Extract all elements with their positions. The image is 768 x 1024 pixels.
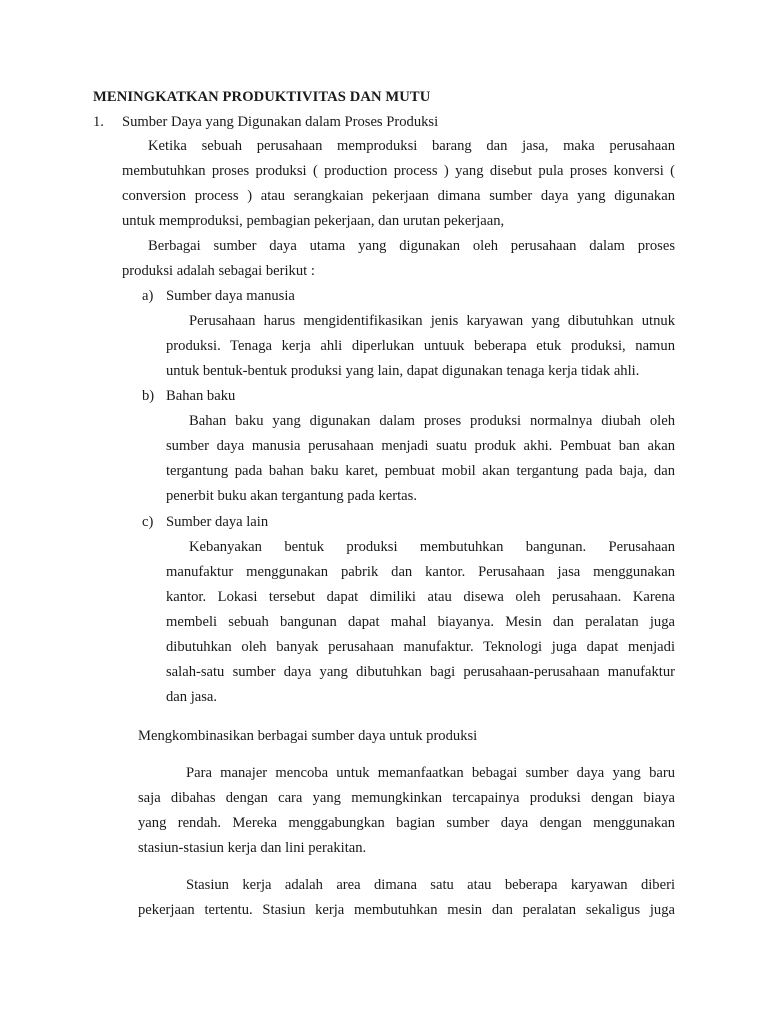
paragraph-line: yang rendah. Mereka menggabungkan bagian sumber daya dengan menggunakan <box>138 815 675 831</box>
paragraph-line: pekerjaan tertentu. Stasiun kerja membutuhkan mesin dan peralatan sekaligus juga <box>138 902 675 918</box>
paragraph-line: untuk memproduksi, pembagian pekerjaan, dan urutan pekerjaan, <box>122 213 505 229</box>
paragraph-line: sumber daya manusia perusahaan menjadi suatu produk akhi. Pembuat ban akan <box>166 438 675 454</box>
paragraph-line: stasiun-stasiun kerja dan lini perakitan. <box>138 840 367 856</box>
list-item-marker: a) <box>142 288 154 304</box>
paragraph-line: tergantung pada bahan baku karet, pembuat mobil akan tergantung pada baja, dan <box>166 463 675 479</box>
paragraph-line: Stasiun kerja adalah area dimana satu atau beberapa karyawan diberi <box>186 877 675 893</box>
paragraph-line: Berbagai sumber daya utama yang digunakan oleh perusahaan dalam proses <box>148 238 675 254</box>
paragraph-line: dibutuhkan oleh banyak perusahaan manufaktur. Teknologi juga dapat menjadi <box>166 639 675 655</box>
document-title: MENINGKATKAN PRODUKTIVITAS DAN MUTU <box>93 89 431 105</box>
list-item-label: Sumber daya manusia <box>166 288 295 304</box>
section-number: 1. <box>93 114 104 130</box>
list-item-label: Bahan baku <box>166 388 236 404</box>
paragraph-line: manufaktur menggunakan pabrik dan kantor. Perusahaan jasa menggunakan <box>166 564 675 580</box>
list-item-marker: b) <box>142 388 155 404</box>
paragraph-line: kantor. Lokasi tersebut dapat dimiliki atau disewa oleh perusahaan. Karena <box>166 589 675 605</box>
paragraph-line: Bahan baku yang digunakan dalam proses produksi normalnya diubah oleh <box>189 413 675 429</box>
paragraph-line: membutuhkan proses produksi ( production process ) yang disebut pula proses konversi ( <box>122 163 675 179</box>
section-heading: Sumber Daya yang Digunakan dalam Proses Produksi <box>122 114 439 130</box>
paragraph-line: Perusahaan harus mengidentifikasikan jenis karyawan yang dibutuhkan utnuk <box>189 313 675 329</box>
list-item-label: Sumber daya lain <box>166 514 269 530</box>
paragraph-line: produksi. Tenaga kerja ahli diperlukan untuuk beberapa etuk produksi, namun <box>166 338 675 354</box>
paragraph-line: salah-satu sumber daya yang dibutuhkan bagi perusahaan-perusahaan manufaktur <box>166 664 675 680</box>
paragraph-line: Ketika sebuah perusahaan memproduksi barang dan jasa, maka perusahaan <box>148 138 675 154</box>
paragraph-line: conversion process ) atau serangkaian pekerjaan dimana sumber daya yang digunakan <box>122 188 675 204</box>
paragraph-line: penerbit buku akan tergantung pada kertas. <box>166 488 417 504</box>
paragraph-line: produksi adalah sebagai berikut : <box>122 263 315 279</box>
list-item-marker: c) <box>142 514 154 530</box>
paragraph-line: saja dibahas dengan cara yang memungkinkan tercapainya produksi dengan biaya <box>138 790 675 806</box>
paragraph-line: membeli sebuah bangunan dapat mahal biayanya. Mesin dan peralatan juga <box>166 614 675 630</box>
paragraph-line: Para manajer mencoba untuk memanfaatkan bebagai sumber daya yang baru <box>186 765 675 781</box>
subsection-heading: Mengkombinasikan berbagai sumber daya untuk produksi <box>138 728 478 744</box>
paragraph-line: dan jasa. <box>166 689 218 705</box>
paragraph-line: untuk bentuk-bentuk produksi yang lain, dapat digunakan tenaga kerja tidak ahli. <box>166 363 640 379</box>
paragraph-line: Kebanyakan bentuk produksi membutuhkan bangunan. Perusahaan <box>189 539 675 555</box>
